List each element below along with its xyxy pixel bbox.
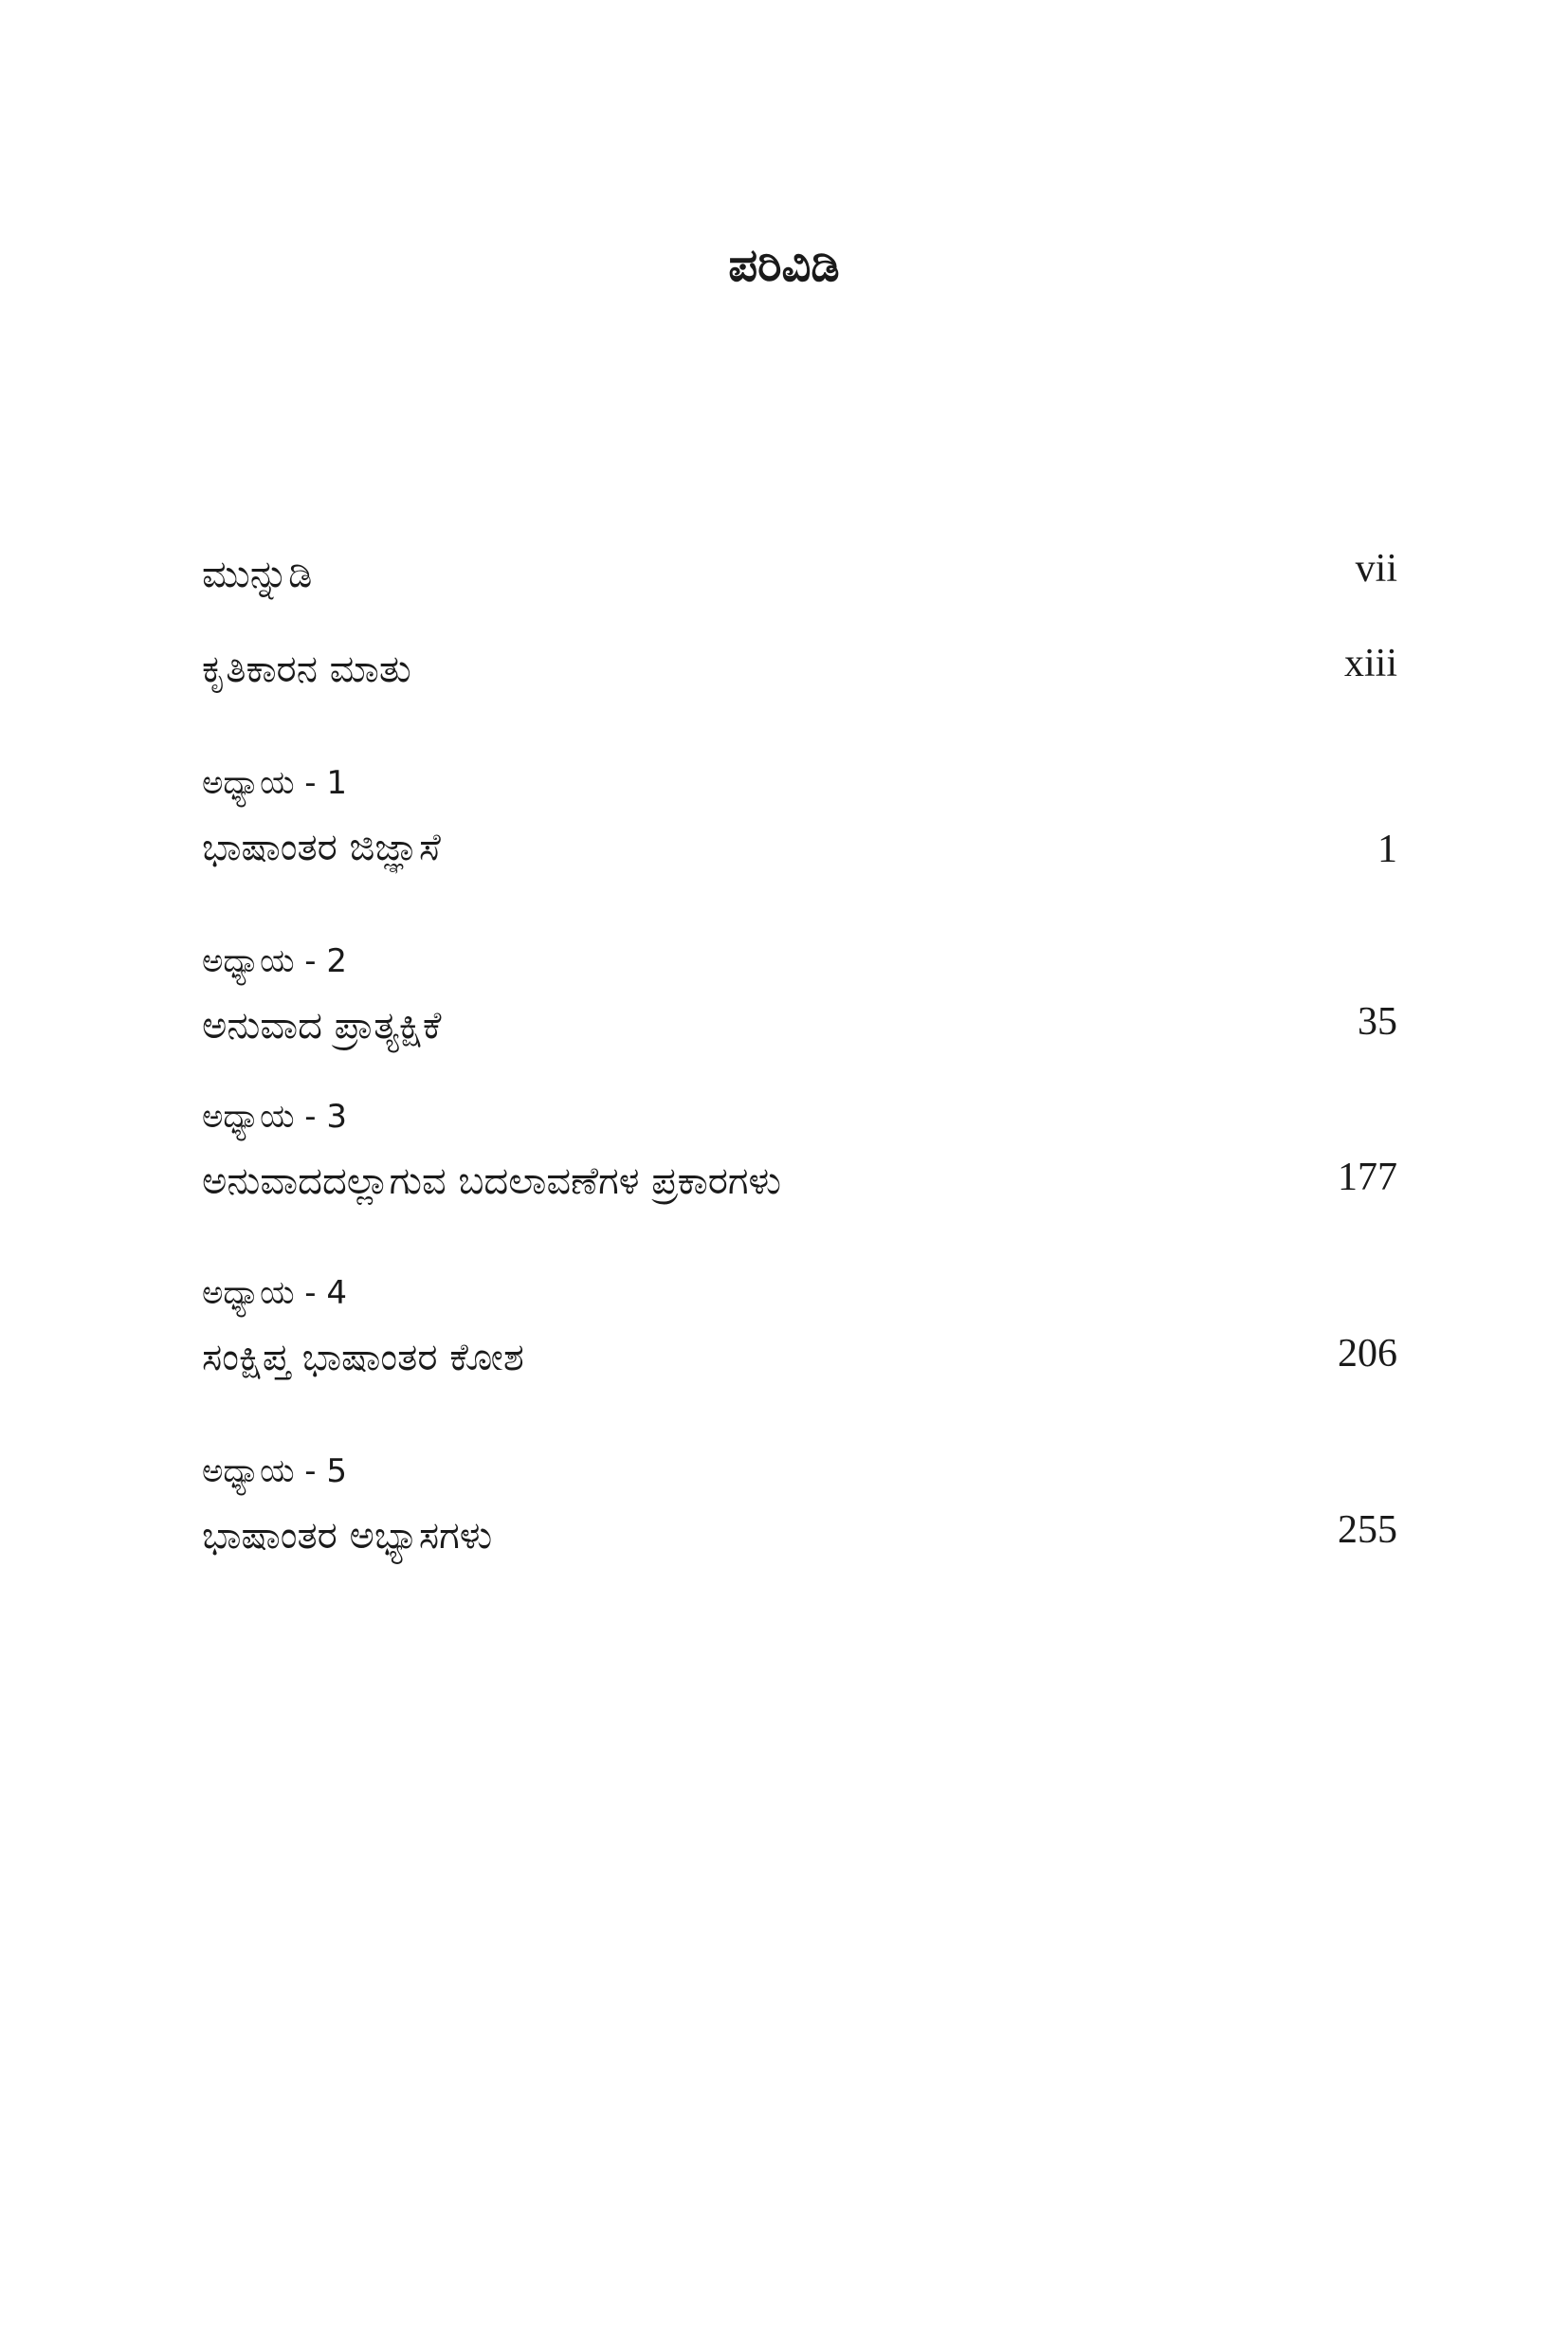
toc-entry-title-foreword: ಮುನ್ನುಡಿ [202, 553, 313, 596]
chapter-label-1: ಅಧ್ಯಾಯ - 1 [202, 764, 347, 802]
chapter-page-1: 1 [1377, 828, 1397, 871]
chapter-label-2: ಅಧ್ಯಾಯ - 2 [202, 942, 347, 980]
chapter-label-3: ಅಧ್ಯಾಯ - 3 [202, 1098, 347, 1136]
chapter-page-3: 177 [1338, 1156, 1397, 1199]
toc-entry-title-author-note: ಕೃತಿಕಾರನ ಮಾತು [202, 647, 411, 691]
page-title: ಪರಿವಿಡಿ [728, 239, 840, 292]
chapter-label-5: ಅಧ್ಯಾಯ - 5 [202, 1452, 347, 1490]
chapter-title-5: ಭಾಷಾಂತರ ಅಭ್ಯಾಸಗಳು [202, 1514, 493, 1558]
toc-entry-page-author-note: xiii [1343, 642, 1397, 685]
chapter-page-2: 35 [1358, 1000, 1397, 1044]
chapter-title-4: ಸಂಕ್ಷಿಪ್ತ ಭಾಷಾಂತರ ಕೋಶ [202, 1336, 524, 1379]
chapter-page-4: 206 [1338, 1332, 1397, 1376]
toc-entry-page-foreword: vii [1355, 547, 1397, 591]
chapter-title-2: ಅನುವಾದ ಪ್ರಾತ್ಯಕ್ಷಿಕೆ [202, 1004, 442, 1048]
chapter-title-1: ಭಾಷಾಂತರ ಜಿಜ್ಞಾಸೆ [202, 826, 441, 869]
chapter-page-5: 255 [1338, 1508, 1397, 1552]
chapter-title-3: ಅನುವಾದದಲ್ಲಾಗುವ ಬದಲಾವಣೆಗಳ ಪ್ರಕಾರಗಳು [202, 1159, 781, 1203]
chapter-label-4: ಅಧ್ಯಾಯ - 4 [202, 1274, 347, 1312]
